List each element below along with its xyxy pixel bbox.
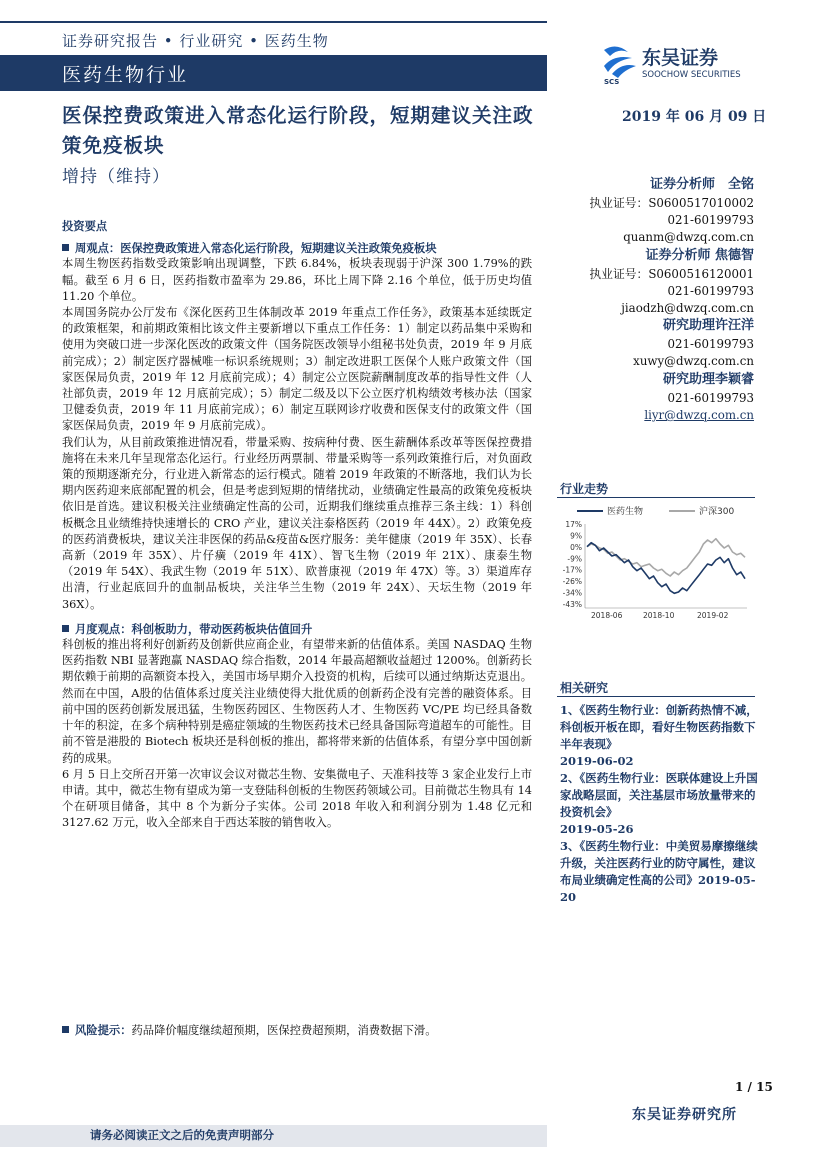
section-title-key-points: 投资要点 [62, 219, 108, 233]
y-tick-label: -34% [562, 588, 582, 598]
trend-chart [557, 500, 755, 625]
risk-warning [62, 1022, 532, 1038]
bullet-title: 月度观点：科创板助力，带动医药板块估值回升 [75, 621, 313, 636]
related-section-title: 相关研究 [560, 681, 609, 695]
trend-rule [557, 497, 755, 498]
paragraph: 本周国务院办公厅发布《深化医药卫生体制改革 2019 年重点工作任务》，政策基本延续既定的政策框架，和前期政策相比该文件主要新增以下重点工作任务：1）制定以药品集中采购和使用为突破口进一步深化医改的政策文件（国务院医改领导小组秘书处负责，2019 年 9 月底前完成）；2）制定医疗器械唯一标识系统规则；3）制定改进职工医保个人账户政策文件（国家医保局负责，2019 年 12 月底前完成）；4）制定公立医院薪酬制度改革的指导性文件（人社部负责，2019 年 12 月底前完成）；5）制定二级及以下公立医疗机构绩效考核办法（国家卫健委负责，2019 年 11 月底前完成）；6）制定互联网诊疗收费和医保支付的政策文件（国家医保局负责，2019 年 9 月底前完成）。 [62, 306, 532, 433]
sector-title: 医药生物行业 [62, 64, 189, 86]
analyst-1 [560, 175, 754, 246]
y-tick-label: -9% [567, 554, 582, 564]
related-item-date: 2019-05-20 [560, 873, 756, 904]
y-tick-label: -26% [562, 577, 582, 587]
report-date: 2019 年 06 月 09 日 [622, 109, 767, 125]
related-item[interactable] [560, 702, 765, 770]
legend-label: 医药生物 [607, 507, 644, 517]
report-title: 医保控费政策进入常态化运行阶段，短期建议关注政策免疫板块 [62, 104, 534, 157]
analyst-role: 证券分析师 焦德智 [645, 247, 754, 263]
x-tick-label: 2018-06 [591, 611, 623, 620]
logo-mark-text: SCS [604, 78, 620, 84]
analyst-cert: 执业证号：S0600516120001 [589, 266, 754, 281]
related-item-title: 2、《医药生物行业：医联体建设上升国家战略层面，关注基层市场放量带来的投资机会》 [560, 771, 758, 819]
analyst-phone: 021-60199793 [667, 283, 754, 298]
analyst-role: 研究助理李颖睿 [662, 372, 754, 388]
analyst-cert: 执业证号：S0600517010002 [589, 196, 754, 210]
analyst-email: xuwy@dwzq.com.cn [633, 354, 754, 369]
paragraph: 6 月 5 日上交所召开第一次审议会议对微芯生物、安集微电子、天准科技等 3 家企业发行上市申请。其中，微芯生物有望成为第一支登陆科创板的生物医药领域公司。目前微芯生物具有 14 个在研项目储备，其中 8 个为新分子实体。公司 2018 年收入和利润分别为 1.48 亿元和 3127.62 万元，收入全部来自于西达苯胺的销售收入。 [62, 767, 532, 830]
page-number: 1 / 15 [735, 1080, 773, 1094]
series-line [587, 539, 745, 576]
y-tick-label: 17% [565, 520, 582, 529]
y-tick-label: 9% [570, 531, 582, 541]
series-line [587, 543, 745, 594]
related-item-title: 3、《医药生物行业：中美贸易摩擦继续升级，关注医药行业的防守属性，建议布局业绩确定性高的公司》 [560, 839, 758, 887]
related-item-date: 2019-05-26 [560, 822, 634, 836]
x-tick-label: 2019-02 [697, 611, 729, 620]
breadcrumb: 证券研究报告 • 行业研究 • 医药生物 [62, 32, 329, 50]
analyst-email: jiaodzh@dwzq.com.cn [621, 300, 754, 315]
analyst-email-link[interactable]: liyr@dwzq.com.cn [644, 408, 754, 423]
analyst-4 [560, 370, 754, 424]
analyst-phone: 021-60199793 [667, 391, 754, 406]
logo-cn: 东吴证券 [642, 47, 719, 69]
y-tick-label: -43% [562, 600, 582, 609]
bullet-monthly-view [62, 621, 532, 637]
paragraph: 本周生物医药指数受政策影响出现调整，下跌 6.84%，板块表现弱于沪深 300 1.79%的跌幅。截至 6 月 6 日，医药指数市盈率为 29.86，环比上周下降 2.16 个单位，低于历史均值 11.20 个单位。 [62, 257, 532, 303]
analyst-role: 研究助理许汪洋 [662, 318, 754, 334]
disclaimer-note: 请务必阅读正文之后的免责声明部分 [90, 1128, 274, 1142]
bullet-title: 周观点：医保控费政策进入常态化运行阶段，短期建议关注政策免疫板块 [75, 241, 437, 256]
top-rule [0, 21, 547, 23]
analyst-2 [560, 246, 754, 317]
analyst-phone: 021-60199793 [667, 337, 754, 352]
bullet-square-icon [62, 244, 69, 251]
paragraph: 我们认为，从目前政策推进情况看，带量采购、按病种付费、医生薪酬体系改革等医保控费措施将在未来几年呈现常态化运行。行业经历两票制、带量采购等一系列政策推行后，对负面政策的预期逐渐充分，行业进入新常态的运行模式。随着 2019 年政策的不断落地，我们认为长期内医药迎来底部配置的机会，但是考虑到短期的情绪扰动，业绩确定性最高的政策免疫板块依旧是首选。建议积极关注业绩确定性高的公司，近期我们继续重点推荐三条主线：1）科创板概念且业绩维持快速增长的 CRO 产业，建议关注泰格医药（2019 年 44X）。2）政策免疫的医药消费板块，建议关注非医保的药品&疫苗&医疗服务：美年健康（2019 年 35X）、长春高新（2019 年 35X）、片仔癀（2019 年 41X）、智飞生物（2019 年 21X）、康泰生物（2019 年 54X）、我武生物（2019 年 51X）、欧普康视（2019 年 47X）等。3）渠道库存出清，行业起底回升的血制品板块，关注华兰生物（2019 年 24X）、天坛生物（2019 年 36X）。 [62, 435, 532, 611]
soochow-logo [602, 44, 772, 84]
bullet-square-icon [62, 625, 69, 632]
bullet-weekly-view [62, 240, 532, 256]
bullet-square-icon [62, 1026, 69, 1033]
related-item-title: 1、《医药生物行业：创新药热情不减，科创板开板在即，看好生物医药指数下半年表现》 [560, 703, 758, 751]
analyst-role: 证券分析师 全铭 [649, 177, 754, 192]
main-content [62, 218, 532, 832]
related-list [560, 702, 765, 906]
analyst-3 [560, 316, 754, 370]
analyst-phone: 021-60199793 [667, 212, 754, 227]
related-rule [557, 696, 755, 697]
related-item[interactable] [560, 770, 765, 838]
analyst-panel [560, 175, 754, 424]
trend-section-title: 行业走势 [560, 482, 609, 496]
logo-en: SOOCHOW SECURITIES [642, 70, 741, 80]
y-tick-label: -17% [562, 565, 582, 575]
related-item-date: 2019-06-02 [560, 754, 634, 768]
x-tick-label: 2018-10 [643, 611, 675, 620]
paragraph: 科创板的推出将利好创新药及创新供应商企业，有望带来新的估值体系。美国 NASDAQ 生物医药指数 NBI 显著跑赢 NASDAQ 综合指数，2014 年最高超额收益超过 1200%。创新药长期依赖于前期的高额资本投入，美国市场早期介入投资的机构，后续可以通过纳斯达克退出。然而在中国，A股的估值体系过度关注业绩使得大批优质的创新药企没有完善的融资体系。目前中国的医药创新发展迅猛，生物医药园区、生物医药人才、生物医药 VC/PE 均已经具备数十年的积淀，在多个病种特别是癌症领域的生物医药技术已经具备国际弯道超车的可能性。目前不管是港股的 Biotech 板块还是科创板的推出，都将带来新的估值体系，有望分享中国创新药的成果。 [62, 638, 532, 765]
risk-text: 药品降价幅度继续超预期，医保控费超预期，消费数据下滑。 [131, 1024, 437, 1037]
institute-name: 东吴证券研究所 [632, 1107, 737, 1123]
analyst-email: quanm@dwzq.com.cn [623, 229, 754, 244]
logo-mark-icon [604, 46, 636, 84]
legend-label: 沪深300 [699, 507, 735, 517]
related-item[interactable] [560, 838, 765, 906]
risk-label: 风险提示： [75, 1023, 132, 1037]
y-tick-label: 0% [570, 542, 582, 552]
rating: 增持（维持） [62, 167, 170, 187]
